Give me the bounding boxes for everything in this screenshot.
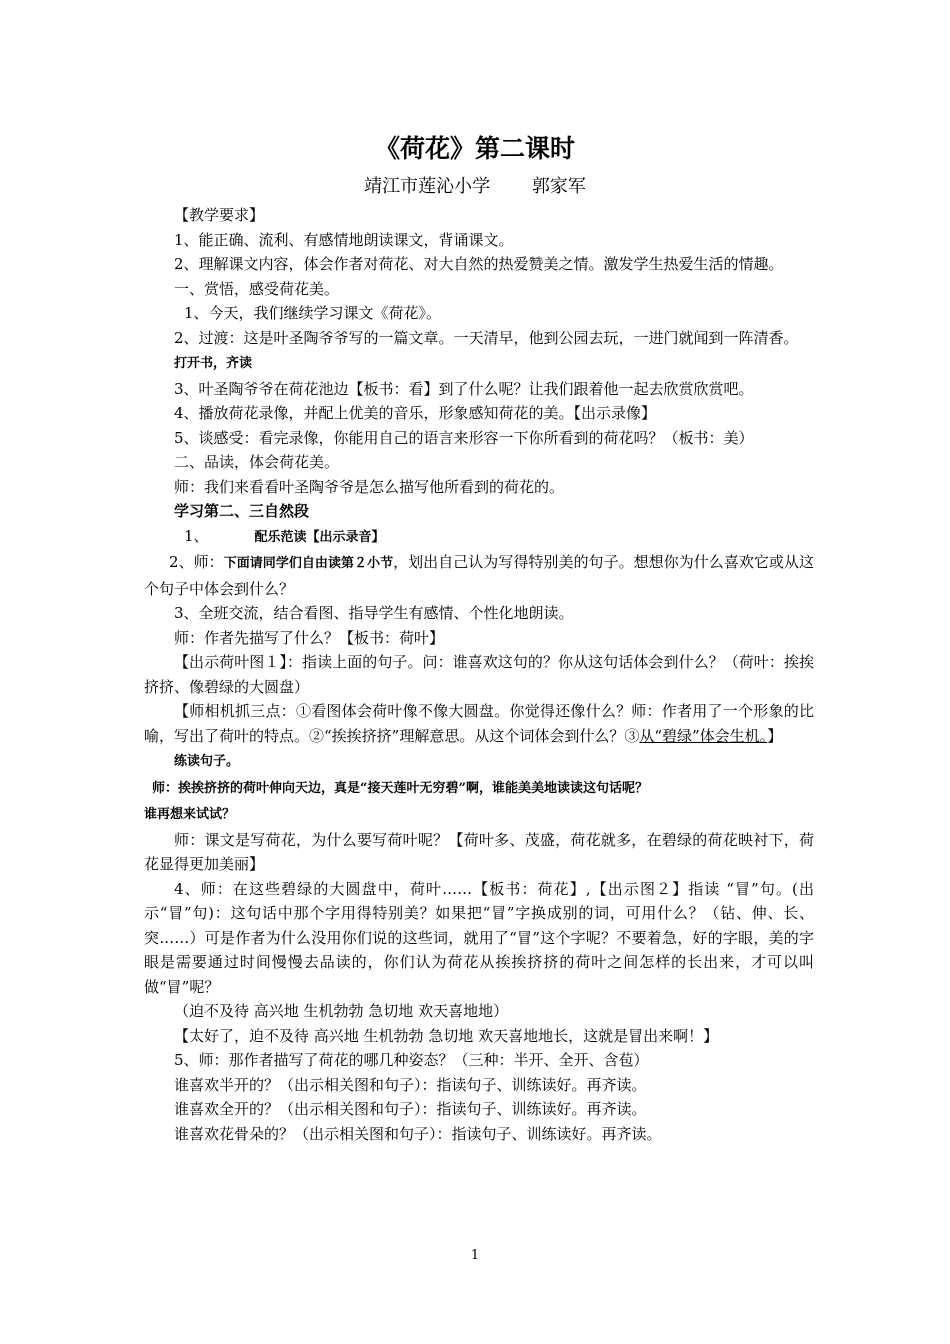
school-name: 靖江市莲沁小学 (364, 176, 491, 197)
paragraph: 1、能正确、流利、有感情地朗读课文，背诵课文。 (174, 230, 514, 249)
byline (0, 174, 950, 200)
document-title: 《荷花》第二课时 (374, 134, 575, 163)
instruction-note: 下面请同学们自由读第２小节 (223, 556, 394, 571)
paragraph: 师：作者先描写了什么？【板书：荷叶】 (174, 628, 445, 647)
instruction-note: 谁再想来试试？ (144, 807, 236, 822)
text-run: ，划出自己认为写得特别美的句子。想想你为什么喜欢它或从这个句子中体会到什么？ (144, 553, 814, 598)
paragraph: 谁喜欢半开的？（出示相关图和句子）：指读句子、训练读好。再齐读。 (174, 1075, 647, 1094)
paragraph: 师：课文是写荷花，为什么要写荷叶呢？【荷叶多、茂盛，荷花就多，在碧绿的荷花映衬下，荷花显得更加美丽】 (144, 830, 814, 873)
author-name: 郭家军 (531, 176, 586, 197)
paragraph: 5、谈感受：看完录像，你能用自己的语言来形容一下你所看到的荷花吗？（板书：美） (174, 428, 754, 447)
paragraph: 【出示荷叶图１】：指读上面的句子。问：谁喜欢这句的？你从这句话体会到什么？（荷叶：挨挨挤挤、像碧绿的大圆盘） (144, 653, 814, 696)
paragraph: 4、播放荷花录像，并配上优美的音乐，形象感知荷花的美。【出示录像】 (174, 404, 657, 422)
text-run: 2、师： (169, 553, 224, 571)
instruction-note: 师：挨挨挤挤的荷叶伸向天边，真是“接天莲叶无穷碧”啊，谁能美美地读读这句话呢？ (152, 780, 648, 796)
heading-requirements: 【教学要求】 (174, 206, 265, 224)
paragraph: 2、理解课文内容，体会作者对荷花、对大自然的热爱赞美之情。激发学生热爱生活的情趣。 (174, 255, 784, 273)
paragraph: 5、师：那作者描写了荷花的哪几种姿态？（三种：半开、全开、含苞） (174, 1051, 649, 1069)
paragraph (144, 775, 814, 828)
paragraph: （迫不及待 高兴地 生机勃勃 急切地 欢天喜地地） (174, 1002, 509, 1020)
paragraph: 1、今天，我们继续学习课文《荷花》。 (184, 304, 442, 322)
paragraph: 2、过渡：这是叶圣陶爷爷写的一篇文章。一天清早，他到公园去玩，一进门就闻到一阵清香。 (174, 328, 799, 347)
paragraph (144, 699, 814, 748)
paragraph (144, 550, 814, 601)
section-heading: 二、品读，体会荷花美。 (174, 453, 340, 471)
text-run: 】 (767, 726, 783, 745)
text-run: 【师相机抓三点：①看图体会荷叶像不像大圆盘。你觉得还像什么？师：作者用了一个形象的比喻，写出了荷叶的特点。②“挨挨挤挤”理解意思。从这个词体会到什么？③ (144, 702, 814, 745)
paragraph (144, 524, 814, 551)
paragraph: 4、师：在这些碧绿的大圆盘中，荷叶……【板书：荷花】,【出示图２】指读 “冒”句。(出示“冒”句)：这句话中那个字用得特别美？如果把“冒”字换成别的词，可用什么？（钻、伸、长、突……）可是作者为什么没用你们说的这些词，就用了“冒”这个字呢？不要着急，好的字眼，美的字眼是需要通过时间慢慢去品读的，你们认为荷花从挨挨挤挤的荷叶之间怎样的长出来，才可以叫做“冒”呢？ (144, 879, 814, 996)
section-heading: 一、赏悟，感受荷花美。 (174, 279, 340, 298)
instruction-note: 打开书，齐读 (174, 356, 253, 371)
underlined-text: 从“碧绿”体会生机。 (639, 726, 768, 745)
instruction-note: 配乐范读【出示录音】 (254, 529, 385, 545)
document-body (144, 203, 814, 1146)
paragraph: 师：我们来看看叶圣陶爷爷是怎么描写他所看到的荷花的。 (174, 477, 565, 496)
page-number: 1 (470, 1248, 480, 1263)
paragraph: 3、全班交流，结合看图、指导学生有感情、个性化地朗读。 (174, 604, 574, 622)
paragraph: 【太好了，迫不及待 高兴地 生机勃勃 急切地 欢天喜地地长，这就是冒出来啊！】 (174, 1026, 719, 1045)
paragraph: 谁喜欢花骨朵的？（出示相关图和句子）：指读句子、训练读好。再齐读。 (174, 1124, 662, 1143)
item-number: 1、 (184, 526, 209, 545)
paragraph: 3、叶圣陶爷爷在荷花池边【板书：看】到了什么呢？让我们跟着他一起去欣赏欣赏吧。 (174, 379, 754, 398)
paragraph: 谁喜欢全开的？（出示相关图和句子）：指读句子、训练读好。再齐读。 (174, 1100, 647, 1118)
instruction-note: 练读句子。 (174, 754, 240, 769)
subheading: 学习第二、三自然段 (174, 502, 310, 520)
